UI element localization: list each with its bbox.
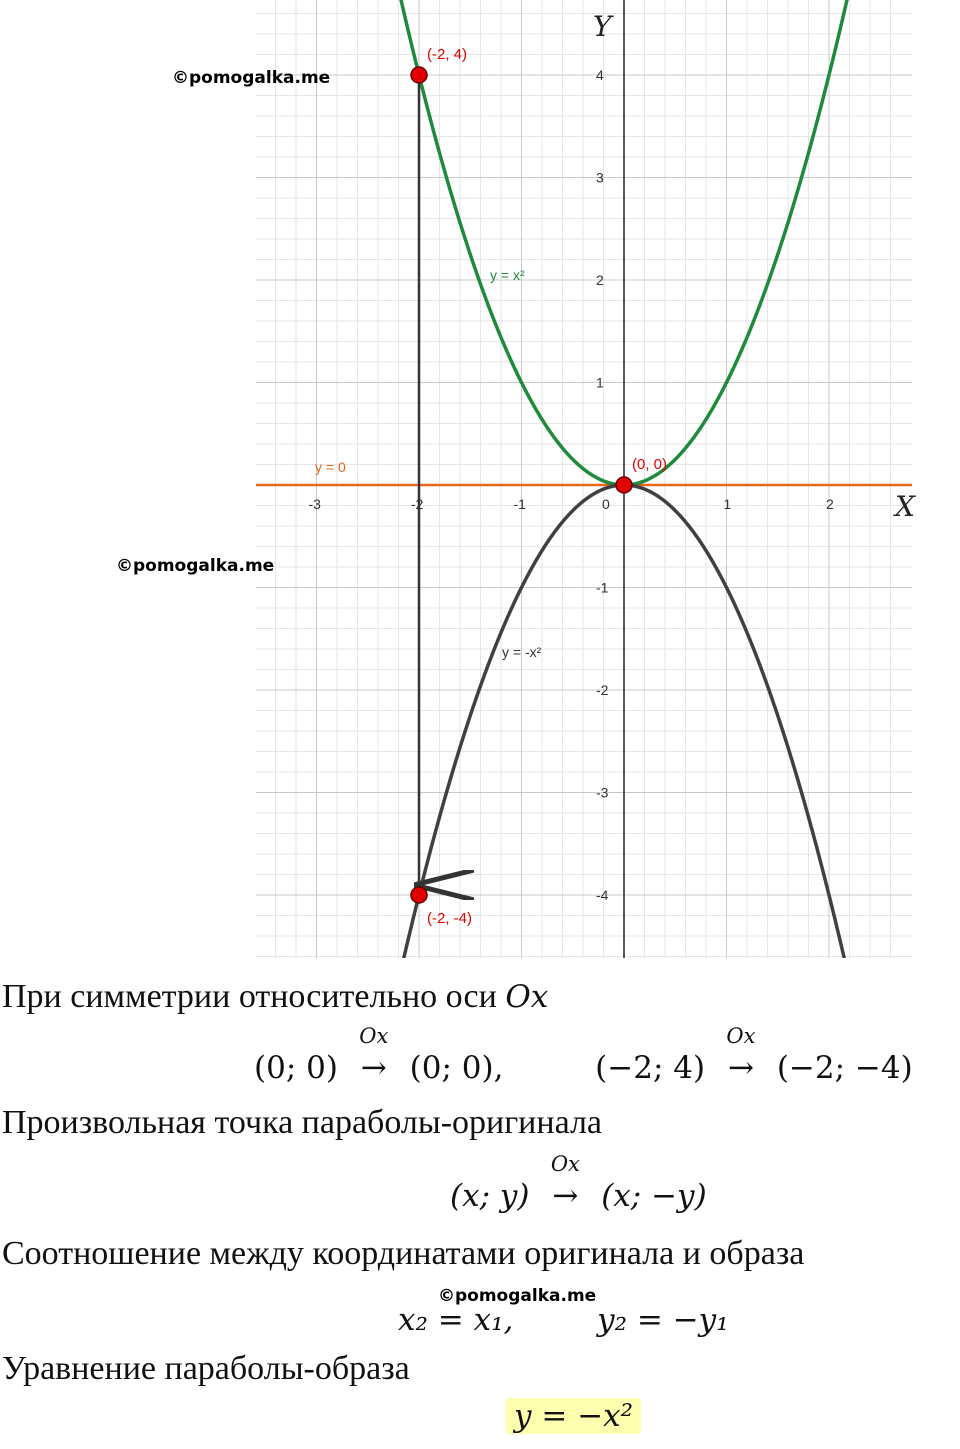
x-axis-label: X	[895, 490, 915, 523]
y-tick-label: -3	[596, 784, 609, 801]
map-to-origin: (0; 0),	[409, 1050, 504, 1086]
axis-name: Ox	[505, 979, 549, 1015]
y-tick-label: -4	[596, 887, 609, 903]
y-tick-label: 1	[596, 374, 604, 391]
point-marker	[411, 67, 427, 83]
arrow-label: Ox	[550, 1152, 580, 1176]
watermark: ©pomogalka.me	[116, 556, 275, 576]
map-arrow: Ox →	[348, 1050, 400, 1086]
point-label: (0, 0)	[632, 456, 668, 473]
map-to-point: (−2; −4)	[776, 1050, 913, 1086]
mapping-line-general	[450, 1152, 707, 1214]
arrow-label: Ox	[359, 1024, 389, 1048]
arrow-label: Ox	[726, 1024, 756, 1048]
x-tick-label: -3	[308, 496, 321, 512]
map-from-general: (x; y)	[450, 1178, 530, 1214]
x-tick-label: -2	[411, 496, 424, 512]
relation-line	[398, 1302, 729, 1338]
text-line-image-equation: Уравнение параболы-образа	[2, 1350, 410, 1387]
x-tick-label: 2	[826, 496, 834, 512]
x-tick-label: 1	[723, 496, 732, 512]
map-to-general: (x; −y)	[601, 1178, 707, 1214]
y-axis-label: Y	[593, 10, 612, 43]
text-line-arbitrary-point: Произвольная точка параболы-оригинала	[2, 1104, 603, 1141]
relation-x: x₂ = x₁,	[398, 1302, 514, 1338]
y-tick-label: -2	[596, 682, 609, 698]
text-line-relation: Соотношение между координатами оригинала и образа	[2, 1235, 805, 1272]
point-label: (-2, 4)	[427, 46, 468, 63]
series-label-x-squared: y = x²	[490, 267, 525, 283]
text-line-symmetry	[2, 978, 548, 1016]
map-arrow: Ox →	[539, 1178, 591, 1214]
point-label: (-2, -4)	[427, 910, 472, 927]
map-from-point: (−2; 4)	[595, 1050, 706, 1086]
answer-equation	[506, 1398, 641, 1434]
y-tick-label: 2	[596, 272, 604, 288]
y-tick-label: 4	[596, 67, 604, 83]
watermark: ©pomogalka.me	[172, 68, 331, 88]
series-label-neg-x-squared: y = -x²	[502, 644, 542, 660]
mapping-line-1	[254, 1024, 913, 1086]
x-tick-label: 0	[602, 496, 610, 512]
answer-highlight: y = −x²	[506, 1398, 641, 1434]
point-marker	[616, 477, 632, 493]
y-tick-label: -1	[596, 579, 609, 596]
x-tick-label: -1	[513, 496, 526, 512]
watermark: ©pomogalka.me	[438, 1286, 597, 1306]
map-arrow: Ox →	[715, 1050, 767, 1086]
y-tick-label: 3	[596, 169, 604, 186]
relation-y: y₂ = −y₁	[597, 1302, 729, 1338]
symmetry-sentence: При симметрии относительно оси	[2, 978, 497, 1015]
point-marker	[411, 887, 427, 903]
series-label-y0: y = 0	[315, 459, 346, 475]
map-from-origin: (0; 0)	[254, 1050, 338, 1086]
